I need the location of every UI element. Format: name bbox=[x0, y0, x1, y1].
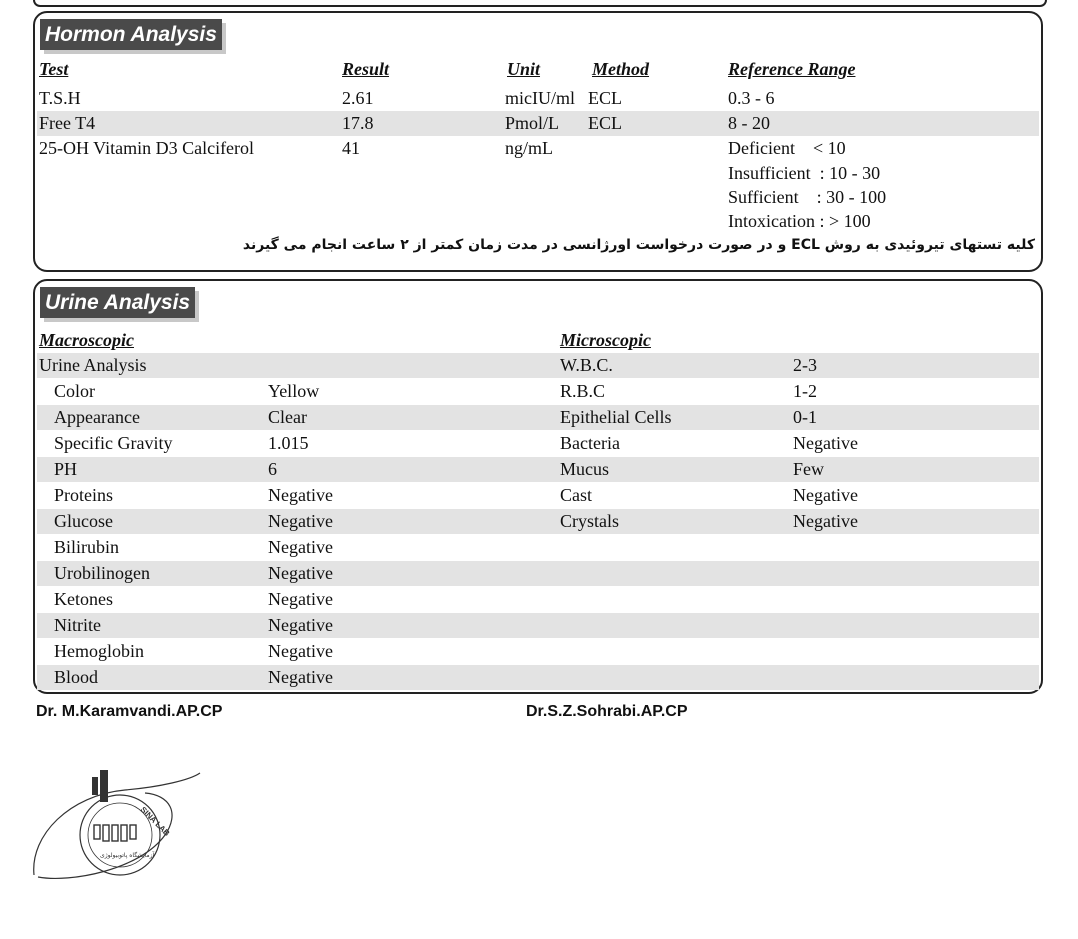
macro-test-value: Negative bbox=[268, 537, 333, 557]
test-reference: 0.3 - 6 bbox=[728, 88, 775, 108]
macro-test-name: Proteins bbox=[54, 485, 114, 505]
test-name: T.S.H bbox=[39, 88, 81, 108]
macro-test-name: Color bbox=[54, 381, 96, 401]
macro-test-name: Specific Gravity bbox=[54, 433, 173, 453]
vitd-range-sufficient: Sufficient : 30 - 100 bbox=[728, 187, 887, 207]
table-row bbox=[37, 483, 1039, 508]
table-row bbox=[37, 136, 1039, 161]
header-unit: Unit bbox=[507, 59, 541, 79]
table-row bbox=[37, 111, 1039, 136]
micro-test-name: Cast bbox=[560, 485, 593, 505]
macroscopic-group-label: Urine Analysis bbox=[39, 355, 147, 375]
micro-test-value: Negative bbox=[793, 511, 858, 531]
micro-test-name: Mucus bbox=[560, 459, 609, 479]
stamp-subtext: آزمایشگاه پاتوبیولوژی bbox=[100, 852, 155, 859]
macro-test-value: 6 bbox=[268, 459, 277, 479]
lab-stamp bbox=[30, 765, 210, 890]
micro-test-value: Few bbox=[793, 459, 824, 479]
macro-test-name: PH bbox=[54, 459, 78, 479]
test-reference: 8 - 20 bbox=[728, 113, 770, 133]
vitd-range-intoxication: Intoxication : > 100 bbox=[728, 211, 871, 231]
micro-test-name: R.B.C bbox=[560, 381, 606, 401]
macro-test-value: Negative bbox=[268, 511, 333, 531]
micro-test-name: Epithelial Cells bbox=[560, 407, 672, 427]
hormon-analysis-section bbox=[33, 11, 1043, 272]
table-row bbox=[37, 379, 1039, 404]
macro-test-name: Urobilinogen bbox=[54, 563, 150, 583]
micro-test-value: 0-1 bbox=[793, 407, 817, 427]
macro-test-name: Nitrite bbox=[54, 615, 101, 635]
header-method: Method bbox=[592, 59, 650, 79]
macro-test-value: 1.015 bbox=[268, 433, 309, 453]
microscopic-header: Microscopic bbox=[560, 330, 651, 350]
micro-test-value: Negative bbox=[793, 485, 858, 505]
macro-test-value: Yellow bbox=[268, 381, 320, 401]
table-row bbox=[37, 535, 1039, 560]
table-row bbox=[37, 509, 1039, 534]
thyroid-note: کلیه تستهای تیروئیدی به روش ECL و در صورت درخواست اورژانسی در مدت زمان کمتر از ۲ ساعت انجام می گیرند bbox=[242, 237, 1035, 253]
urine-analysis-section bbox=[33, 279, 1043, 694]
macro-test-value: Negative bbox=[268, 563, 333, 583]
macro-test-value: Negative bbox=[268, 485, 333, 505]
macro-test-name: Glucose bbox=[54, 511, 113, 531]
micro-test-name: Bacteria bbox=[560, 433, 620, 453]
table-row bbox=[37, 665, 1039, 690]
vitd-range-insufficient: Insufficient : 10 - 30 bbox=[728, 163, 881, 183]
macro-test-name: Blood bbox=[54, 667, 99, 687]
table-row bbox=[37, 431, 1039, 456]
table-row bbox=[37, 613, 1039, 638]
test-method: ECL bbox=[588, 113, 622, 133]
test-result: 41 bbox=[342, 138, 360, 158]
test-name: Free T4 bbox=[39, 113, 96, 133]
table-row bbox=[37, 639, 1039, 664]
micro-test-value: 2-3 bbox=[793, 355, 817, 375]
test-result: 17.8 bbox=[342, 113, 374, 133]
stamp-text: SINA LAB bbox=[138, 805, 172, 838]
table-row bbox=[37, 561, 1039, 586]
macro-test-value: Negative bbox=[268, 615, 333, 635]
macro-test-value: Clear bbox=[268, 407, 307, 427]
test-result: 2.61 bbox=[342, 88, 374, 108]
table-row bbox=[37, 86, 1039, 111]
doctor-signature-left: Dr. M.Karamvandi.AP.CP bbox=[36, 703, 223, 720]
micro-test-value: 1-2 bbox=[793, 381, 817, 401]
micro-test-name: Crystals bbox=[560, 511, 620, 531]
table-row bbox=[37, 587, 1039, 612]
test-unit: ng/mL bbox=[505, 138, 553, 158]
table-row bbox=[37, 405, 1039, 430]
macro-test-value: Negative bbox=[268, 589, 333, 609]
table-row bbox=[37, 353, 1039, 378]
test-unit: micIU/ml bbox=[505, 88, 575, 108]
micro-test-name: W.B.C. bbox=[560, 355, 613, 375]
micro-test-value: Negative bbox=[793, 433, 858, 453]
macro-test-value: Negative bbox=[268, 641, 333, 661]
hormon-section-title: Hormon Analysis bbox=[40, 19, 222, 50]
test-reference: Deficient < 10 bbox=[728, 138, 846, 158]
macro-test-name: Bilirubin bbox=[54, 537, 120, 557]
previous-section-border bbox=[33, 0, 1047, 7]
macro-test-value: Negative bbox=[268, 667, 333, 687]
header-result: Result bbox=[342, 59, 390, 79]
test-name: 25-OH Vitamin D3 Calciferol bbox=[39, 138, 255, 158]
macro-test-name: Appearance bbox=[54, 407, 140, 427]
doctor-signature-right: Dr.S.Z.Sohrabi.AP.CP bbox=[526, 703, 688, 720]
table-row bbox=[37, 457, 1039, 482]
macroscopic-header: Macroscopic bbox=[39, 330, 134, 350]
test-method: ECL bbox=[588, 88, 622, 108]
header-reference-range: Reference Range bbox=[728, 59, 856, 79]
urine-section-title: Urine Analysis bbox=[40, 287, 195, 318]
header-test: Test bbox=[39, 59, 69, 79]
macro-test-name: Hemoglobin bbox=[54, 641, 144, 661]
test-unit: Pmol/L bbox=[505, 113, 560, 133]
macro-test-name: Ketones bbox=[54, 589, 113, 609]
